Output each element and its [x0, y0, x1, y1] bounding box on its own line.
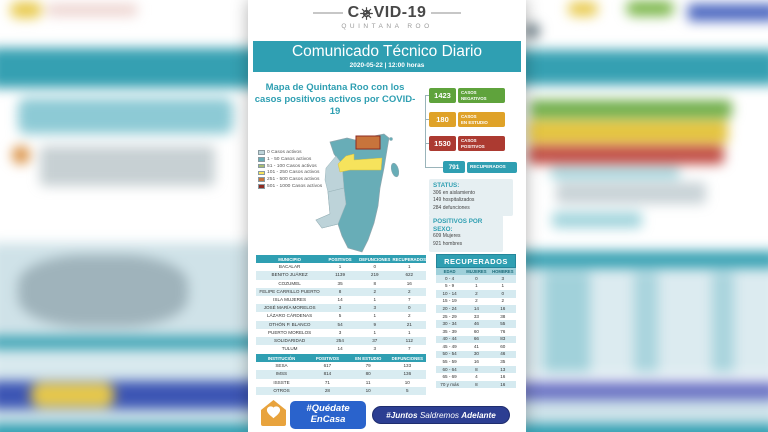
recovered-by-age-table — [436, 268, 516, 388]
table-row — [256, 387, 426, 395]
recovered-table-panel — [436, 254, 516, 388]
table-cell: 5 - 9 — [444, 283, 455, 289]
table-cell: 3 — [338, 329, 342, 335]
hashtag-part: Adelante — [461, 410, 496, 420]
map-region-isla — [389, 137, 392, 140]
legend-item — [258, 177, 322, 182]
table-cell: 254 — [323, 337, 357, 345]
table-row — [256, 362, 426, 370]
stat-positive-cases — [429, 136, 505, 151]
bg-blob — [516, 400, 768, 425]
table-cell: 14 — [463, 305, 489, 313]
stat-cases-under-study — [429, 112, 505, 127]
table-cell: 46 — [490, 351, 516, 359]
table-cell: 65 - 69 — [442, 374, 457, 380]
table-cell: 60 - 64 — [436, 366, 463, 374]
quintana-roo-map — [292, 128, 426, 255]
bg-blob — [0, 336, 260, 349]
table-cell: 0 — [393, 304, 426, 312]
hashtag-quedate-en-casa-badge — [290, 401, 366, 429]
bg-blob — [516, 251, 768, 268]
table-row — [436, 343, 516, 351]
bg-blob — [530, 100, 732, 118]
table-row — [256, 321, 426, 329]
table-row — [436, 366, 516, 374]
divider — [313, 12, 343, 14]
table-cell: 5 — [338, 313, 342, 319]
municipality-table — [256, 255, 426, 353]
table-cell: 2 — [357, 288, 393, 296]
status-box — [429, 179, 513, 216]
table-cell: 617 — [323, 363, 332, 369]
table-cell: 5 — [389, 387, 426, 395]
table-cell: 38 — [500, 313, 506, 319]
map-legend — [258, 150, 322, 191]
table-cell: 2 — [407, 313, 411, 319]
table-cell: 2 — [393, 288, 426, 296]
table-cell: 8 — [373, 280, 377, 286]
table-cell: 28 — [307, 387, 348, 395]
connector-line — [425, 95, 426, 168]
stat-negative-cases — [429, 88, 505, 103]
divider — [431, 12, 461, 14]
logo-title — [348, 4, 427, 22]
stat-label — [458, 136, 505, 151]
table-row — [436, 290, 516, 298]
table-cell: 814 — [307, 370, 348, 378]
stat-recovered — [443, 161, 517, 173]
table-cell: 0 — [490, 290, 516, 298]
table-cell: 13 — [490, 366, 516, 374]
logo-text: VID-19 — [373, 4, 427, 21]
column-header: POSITIVOS — [323, 255, 357, 263]
table-cell: 1 — [373, 296, 377, 302]
sex-title: POSITIVOS POR SEXO: — [433, 218, 483, 233]
banner-title: Comunicado Técnico Diario — [291, 43, 483, 60]
table-row — [436, 351, 516, 359]
table-cell: 11 — [365, 379, 371, 385]
bg-blob — [0, 349, 260, 381]
table-cell: 7 — [407, 296, 411, 302]
table-cell: 66 — [463, 336, 489, 344]
table-cell: 46 — [463, 320, 489, 328]
table-header-row — [436, 268, 516, 275]
legend-item — [258, 170, 322, 175]
table-row — [256, 345, 426, 353]
table-cell: 0 — [463, 275, 489, 283]
bg-blob — [516, 424, 768, 432]
legend-swatch — [258, 150, 265, 155]
banner-date: 2020-05-22 | 12:00 horas — [349, 61, 425, 69]
table-cell: 1 — [407, 264, 411, 270]
bg-blob — [524, 24, 540, 38]
table-row — [436, 336, 516, 344]
table-cell: 9 — [357, 321, 393, 329]
table-cell: 80 — [348, 370, 389, 378]
table-cell: 14 — [337, 296, 343, 302]
table-row — [256, 304, 426, 312]
table-cell: SOLIDARIDAD — [256, 337, 323, 345]
table-row — [436, 305, 516, 313]
legend-label: 251 - 500 Casos activos — [267, 177, 320, 183]
table-cell: 1 — [373, 329, 377, 335]
stay-home-house-icon — [260, 399, 287, 427]
table-cell: 10 — [404, 379, 410, 385]
table-cell: 133 — [403, 363, 412, 369]
status-line: 149 hospitalizados — [433, 197, 475, 204]
column-header: EDAD — [436, 268, 463, 275]
table-cell: 21 — [393, 321, 426, 329]
table-row — [256, 296, 426, 304]
table-row — [436, 283, 516, 291]
column-header: DEFUNCIONES — [357, 255, 393, 263]
bg-blob — [516, 382, 768, 400]
table-row — [436, 373, 516, 381]
table-cell: 30 - 34 — [436, 320, 463, 328]
table-cell: 16 — [406, 280, 412, 286]
table-row — [256, 379, 426, 387]
bg-blob — [0, 424, 260, 432]
legend-item — [258, 164, 322, 169]
table-cell: 33 — [473, 313, 479, 319]
map-region-cozumel — [390, 162, 400, 177]
column-header: RECUPERADOS — [392, 256, 426, 262]
table-cell: 14 — [337, 346, 343, 352]
table-row — [436, 320, 516, 328]
positives-by-sex-box — [429, 215, 503, 252]
table-cell: BENITO JUÁREZ — [256, 271, 323, 279]
hashtag-line: #Quédate — [306, 403, 350, 415]
bg-blob — [634, 272, 658, 372]
bg-blob — [550, 168, 680, 178]
bg-blob — [516, 50, 768, 85]
table-cell: 3 — [373, 346, 377, 352]
table-row — [256, 271, 426, 279]
legend-swatch — [258, 157, 265, 162]
sex-line: 921 hombres — [433, 240, 463, 247]
bg-blob — [10, 2, 42, 18]
table-cell: 0 - 4 — [436, 275, 463, 283]
column-header: DEFUNCIONES — [389, 354, 426, 362]
table-cell: IMSS — [256, 370, 307, 378]
table-cell: ISLA MUJERES — [273, 296, 307, 302]
bg-blob — [552, 212, 642, 228]
logo-text: C — [347, 4, 360, 21]
table-cell: OTROS — [256, 387, 307, 395]
stat-value: 1423 — [429, 88, 456, 103]
table-cell: 4 — [475, 374, 478, 380]
table-row — [256, 337, 426, 345]
table-row — [256, 288, 426, 296]
table-cell: ISSSTE — [273, 379, 290, 385]
table-cell: 1 — [475, 283, 478, 289]
bg-blob — [556, 182, 706, 204]
table-cell: 136 — [389, 370, 426, 378]
stat-label: RECUPERADOS — [467, 162, 517, 173]
table-row — [256, 263, 426, 271]
bg-blob — [688, 4, 768, 21]
bg-blob — [12, 146, 30, 164]
table-cell: 219 — [357, 271, 393, 279]
stat-label-line: CASOS — [461, 90, 477, 96]
table-cell: 15 - 19 — [442, 298, 457, 304]
bg-blob — [18, 98, 233, 134]
table-cell: 3 — [490, 275, 516, 283]
table-cell: TULUM — [281, 346, 298, 352]
table-cell: 1 — [501, 283, 505, 289]
table-cell: 41 — [473, 343, 479, 349]
legend-label: 0 Casos activos — [267, 150, 302, 155]
column-header: MUNICIPIO — [256, 255, 323, 263]
table-cell: 1 — [407, 329, 411, 335]
table-row — [256, 370, 426, 378]
table-cell: BACALAR — [278, 264, 301, 270]
table-row — [436, 298, 516, 306]
legend-swatch — [258, 171, 265, 176]
column-header: HOMBRES — [490, 268, 516, 275]
legend-label: 1 - 50 Casos activos — [267, 156, 312, 162]
table-row — [256, 312, 426, 320]
table-cell: 1139 — [323, 271, 357, 279]
table-cell: 1 — [373, 313, 377, 319]
table-cell: 55 - 59 — [442, 358, 457, 364]
table-row — [256, 280, 426, 288]
table-row — [256, 329, 426, 337]
banner — [253, 41, 521, 72]
stat-label — [458, 112, 505, 127]
table-header-row — [256, 255, 426, 263]
table-cell: 8 — [323, 288, 357, 296]
table-cell: SESA — [275, 363, 288, 369]
stat-label-line: CASOS — [461, 138, 477, 144]
table-cell: 16 — [473, 358, 479, 364]
legend-item — [258, 184, 322, 189]
covid19-logo — [248, 4, 526, 30]
table-cell: 8 — [463, 381, 489, 389]
legend-item — [258, 150, 322, 155]
table-cell: 79 — [365, 363, 371, 369]
bg-blob — [528, 120, 728, 144]
map-region — [356, 136, 380, 149]
column-header: MUJERES — [463, 268, 489, 275]
stat-value: 180 — [429, 112, 456, 127]
table-cell: 112 — [393, 337, 426, 345]
table-cell: 40 - 44 — [436, 336, 463, 344]
table-cell: 45 - 49 — [442, 343, 457, 349]
hashtag-part: Saldremos — [417, 410, 462, 420]
status-line: 284 defunciones — [433, 205, 470, 212]
table-cell: 0 — [373, 264, 377, 270]
table-row — [436, 328, 516, 336]
table-cell: 70 y más — [436, 381, 463, 389]
stat-label — [458, 88, 505, 103]
table-cell: 16 — [500, 374, 506, 380]
bg-blob — [568, 2, 598, 16]
table-cell: 83 — [490, 336, 516, 344]
table-cell: JOSÉ MARÍA MORELOS — [256, 304, 323, 312]
table-cell: 76 — [500, 328, 506, 334]
hashtag-part: #Juntos — [386, 410, 418, 420]
stat-value: 791 — [443, 161, 465, 173]
table-cell: 8 — [463, 366, 489, 374]
bg-blob — [0, 48, 260, 88]
table-cell: 35 — [500, 358, 506, 364]
legend-swatch — [258, 164, 265, 169]
table-cell: 54 — [323, 321, 357, 329]
table-cell: 10 - 14 — [436, 290, 463, 298]
logo-subtitle: QUINTANA ROO — [341, 23, 433, 30]
table-cell: 60 — [473, 328, 479, 334]
column-header: INSTITUCIÓN — [256, 354, 307, 362]
table-cell: PUERTO MORELOS — [267, 329, 312, 335]
table-cell: 55 — [490, 320, 516, 328]
table-cell: 25 - 29 — [442, 313, 457, 319]
legend-label: 51 - 100 Casos activos — [267, 163, 317, 169]
table-cell: 2 — [501, 298, 505, 304]
table-cell: 50 - 54 — [436, 351, 463, 359]
table-cell: 35 - 39 — [442, 328, 457, 334]
hashtag-juntos-saldremos-adelante-badge — [372, 406, 510, 424]
bg-blob — [30, 383, 115, 407]
bg-blob — [626, 1, 674, 16]
table-cell: 622 — [393, 271, 426, 279]
table-cell: COZUMEL — [278, 280, 301, 286]
table-cell: 16 — [490, 381, 516, 389]
table-cell: 37 — [357, 337, 393, 345]
table-cell: 30 — [463, 351, 489, 359]
table-row — [436, 381, 516, 389]
table-cell: 3 — [357, 304, 393, 312]
institution-table — [256, 354, 426, 395]
map-region — [316, 134, 389, 252]
stat-label-line: CASOS — [461, 114, 477, 120]
table-cell: FELIPE CARRILLO PUERTO — [256, 288, 323, 296]
column-header: POSITIVOS — [307, 354, 348, 362]
bg-blob — [712, 272, 734, 372]
bg-blob — [18, 255, 188, 327]
bg-blob — [528, 146, 724, 164]
stat-label-line: EN ESTUDIO — [461, 119, 488, 125]
table-cell: 20 - 24 — [436, 305, 463, 313]
table-cell: 35 — [337, 280, 343, 286]
table-row — [436, 313, 516, 321]
table-cell: 2 — [463, 290, 489, 298]
legend-label: 101 - 250 Casos activos — [267, 170, 320, 176]
table-cell: 16 — [490, 305, 516, 313]
stat-value: 1530 — [429, 136, 456, 151]
table-header-row — [256, 354, 426, 362]
table-cell: LÁZARO CÁRDENAS — [267, 313, 313, 319]
legend-label: 501 - 1000 Casos activos — [267, 183, 323, 189]
virus-icon — [360, 7, 373, 20]
table-cell: 71 — [324, 379, 330, 385]
status-line: 306 en aislamiento — [433, 189, 475, 196]
table-cell: 2 — [475, 298, 478, 304]
table-cell: 10 — [348, 387, 389, 395]
bg-blob — [46, 4, 138, 16]
table-cell: 1 — [338, 264, 342, 270]
hashtag-line: EnCasa — [310, 414, 346, 425]
sex-line: 609 Mujeres — [433, 233, 461, 240]
bg-blob — [40, 146, 215, 186]
connector-line — [425, 167, 443, 168]
table-row — [436, 275, 516, 283]
map-section-title: Mapa de Quintana Roo con los casos positivos activos por COVID-19 — [254, 82, 416, 117]
stat-label-line: NEGATIVOS — [461, 95, 487, 101]
legend-swatch — [258, 177, 265, 182]
table-cell: 60 — [500, 343, 506, 349]
table-cell: 3 — [323, 304, 357, 312]
legend-swatch — [258, 184, 265, 189]
column-header: EN ESTUDIO — [348, 354, 389, 362]
table-cell: OTHÓN P. BLANCO — [256, 321, 323, 329]
table-cell: 7 — [407, 346, 411, 352]
stat-label-line: POSITIVOS — [461, 143, 485, 149]
table-row — [436, 358, 516, 366]
bg-blob — [544, 272, 590, 372]
recovered-table-title: RECUPERADOS — [436, 254, 516, 268]
covid-report-flyer — [248, 0, 526, 432]
status-title: STATUS: — [433, 182, 460, 189]
legend-item — [258, 157, 322, 162]
